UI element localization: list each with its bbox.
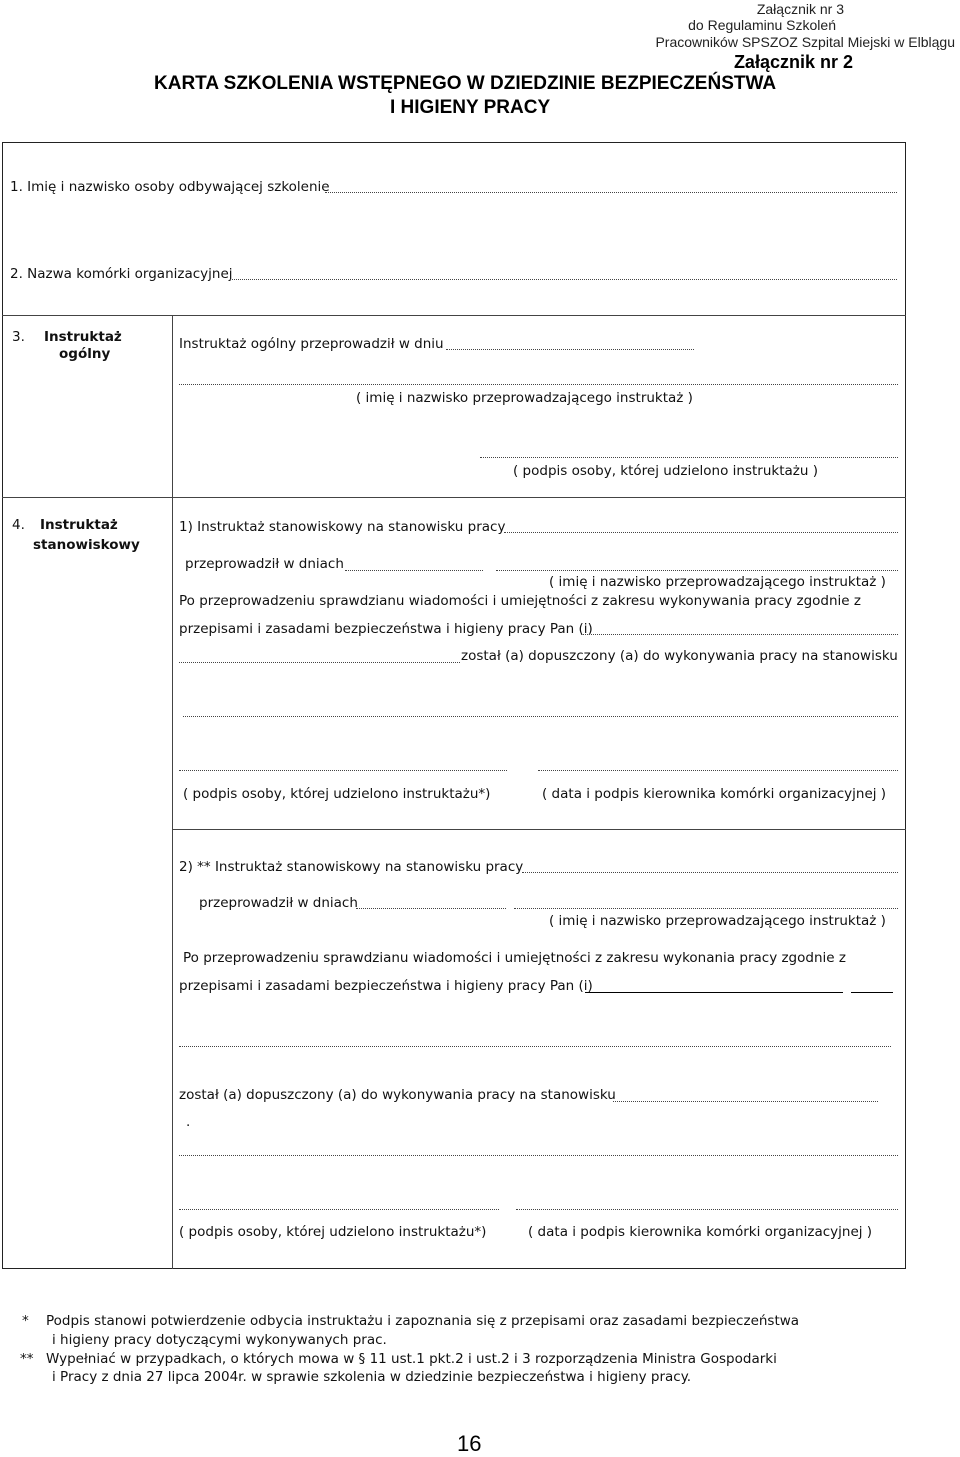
attachment-2-label: Załącznik nr 2 — [733, 52, 853, 72]
part1-workstation-line[interactable] — [504, 532, 898, 533]
document-title-line2: I HIGIENY PRACY — [390, 97, 551, 118]
part2-dates-line[interactable] — [356, 908, 506, 909]
part1-conducted-label: przeprowadził w dniach — [185, 556, 344, 572]
part2-instructor-line[interactable] — [514, 908, 898, 909]
footnote2-mark: ** — [20, 1351, 34, 1367]
document-title-line1: KARTA SZKOLENIA WSTĘPNEGO W DZIEDZINIE BEZPIECZEŃSTWA — [154, 73, 777, 94]
column-divider — [172, 315, 173, 1269]
part2-person-line[interactable] — [585, 992, 843, 993]
section4-title1: Instruktaż — [40, 517, 118, 533]
regulation-label: do Regulaminu Szkoleń — [688, 17, 836, 33]
part1-instructor-caption: ( imię i nazwisko przeprowadzającego instruktaż ) — [549, 574, 886, 590]
section3-number: 3. — [12, 329, 25, 345]
part1-text1: Po przeprowadzeniu sprawdzianu wiadomości i umiejętności z zakresu wykonywania pracy zgodnie z — [179, 593, 861, 609]
part2-manager-caption: ( data i podpis kierownika komórki organizacyjnej ) — [528, 1224, 873, 1240]
section3-conducted-label: Instruktaż ogólny przeprowadził w dniu — [179, 336, 444, 352]
field1-label: 1. Imię i nazwisko osoby odbywającej szkolenie — [10, 179, 330, 195]
field2-label: 2. Nazwa komórki organizacyjnej — [10, 266, 233, 282]
divider-3 — [2, 315, 906, 316]
part1-manager-caption: ( data i podpis kierownika komórki organizacyjnej ) — [542, 786, 887, 802]
part2-admitted-text: został (a) dopuszczony (a) do wykonywania pracy na stanowisku — [179, 1087, 616, 1103]
section3-signature-line[interactable] — [480, 457, 898, 458]
field1-input-line[interactable] — [325, 192, 897, 193]
part2-workstation-line[interactable] — [522, 872, 898, 873]
footnote1-line2: i higieny pracy dotyczącymi wykonywanych prac. — [52, 1332, 387, 1348]
footnote1-line1: Podpis stanowi potwierdzenie odbycia instruktażu i zapoznania się z przepisami oraz zasadami bezpieczeństwa — [46, 1313, 800, 1329]
section3-date-line[interactable] — [446, 349, 694, 350]
footnote2-line2: i Pracy z dnia 27 lipca 2004r. w sprawie szkolenia w dziedzinie bezpieczeństwa i higieny pracy. — [52, 1369, 692, 1385]
section4-title2: stanowiskowy — [33, 537, 140, 553]
part1-heading: 1) Instruktaż stanowiskowy na stanowisku pracy — [179, 519, 506, 535]
part1-manager-line[interactable] — [538, 770, 898, 771]
part1-instructor-line[interactable] — [496, 570, 898, 571]
section3-instructor-caption: ( imię i nazwisko przeprowadzającego instruktaż ) — [356, 390, 693, 406]
section3-instructor-line[interactable] — [179, 384, 898, 385]
part2-instructor-caption: ( imię i nazwisko przeprowadzającego instruktaż ) — [549, 913, 886, 929]
part2-conducted-label: przeprowadził w dniach — [199, 895, 358, 911]
part2-person-line-tail[interactable] — [851, 992, 893, 993]
part1-text2: przepisami i zasadami bezpieczeństwa i higieny pracy Pan (i) — [179, 621, 593, 637]
part2-manager-line[interactable] — [516, 1209, 898, 1210]
part2-text1: Po przeprowadzeniu sprawdzianu wiadomości i umiejętności z zakresu wykonania pracy zgodnie z — [183, 950, 846, 966]
part2-position-line2[interactable] — [179, 1155, 898, 1156]
part1-position-line[interactable] — [183, 716, 898, 717]
part2-heading: 2) ** Instruktaż stanowiskowy na stanowisku pracy — [179, 859, 524, 875]
part1-signature-line[interactable] — [179, 770, 507, 771]
section3-signature-caption: ( podpis osoby, której udzielono instruktażu ) — [513, 463, 818, 479]
attachment-3-label: Załącznik nr 3 — [756, 1, 844, 17]
part2-dot: . — [186, 1114, 191, 1130]
divider-4 — [2, 497, 906, 498]
section3-title1: Instruktaż — [44, 329, 122, 345]
part2-text2: przepisami i zasadami bezpieczeństwa i higieny pracy Pan (i) — [179, 978, 593, 994]
field2-input-line[interactable] — [230, 279, 897, 280]
part2-person-line2[interactable] — [179, 1046, 891, 1047]
part1-dates-line[interactable] — [345, 570, 483, 571]
section4-number: 4. — [12, 517, 25, 533]
part1-person-line[interactable] — [581, 634, 898, 635]
page-number: 16 — [457, 1431, 482, 1456]
divider-4-2 — [173, 829, 906, 830]
part2-position-line[interactable] — [613, 1101, 878, 1102]
footnote2-line1: Wypełniać w przypadkach, o których mowa w § 11 ust.1 pkt.2 i ust.2 i 3 rozporządzenia Ministra Gospodarki — [46, 1351, 777, 1367]
part1-admitted-text: został (a) dopuszczony (a) do wykonywania pracy na stanowisku — [461, 648, 898, 664]
section3-title2: ogólny — [59, 346, 111, 362]
part2-signature-line[interactable] — [179, 1209, 499, 1210]
part1-person-line2[interactable] — [179, 662, 460, 663]
part2-signature-caption: ( podpis osoby, której udzielono instruktażu*) — [179, 1224, 487, 1240]
footnote1-mark: * — [22, 1313, 29, 1329]
hospital-label: Pracowników SPSZOZ Szpital Miejski w Elblągu — [655, 34, 955, 50]
part1-signature-caption: ( podpis osoby, której udzielono instruktażu*) — [183, 786, 491, 802]
